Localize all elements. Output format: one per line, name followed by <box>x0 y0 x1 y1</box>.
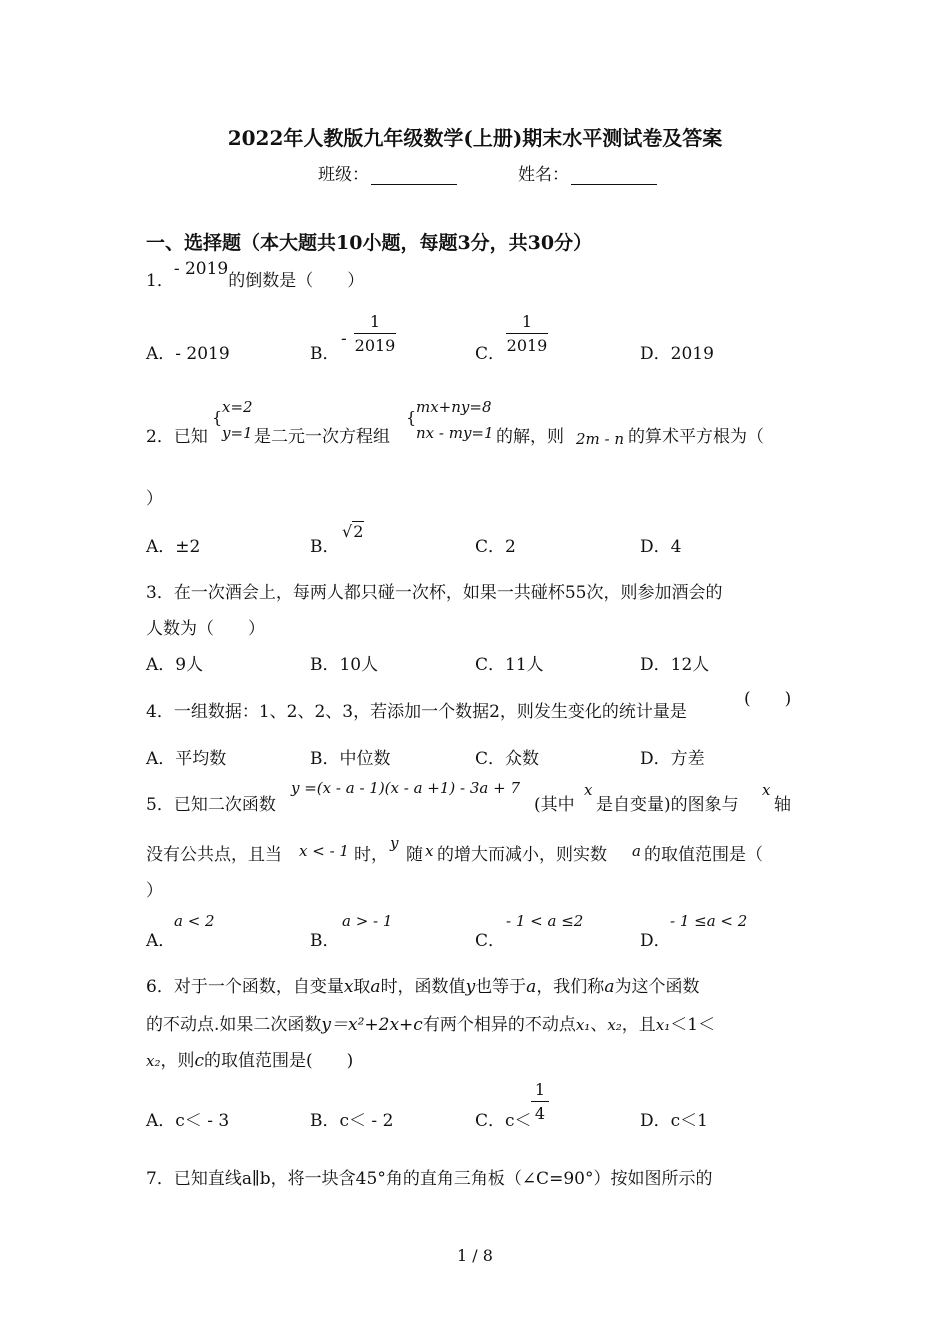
question-1-stem <box>146 259 365 291</box>
q2-continuation: ） <box>146 489 163 509</box>
class-field <box>318 160 457 185</box>
q6-var-a1: a <box>370 977 381 997</box>
q5-line2-e: 的取值范围是（ <box>644 845 763 865</box>
q1-option-c-fraction <box>506 312 548 355</box>
q6-var-c: c <box>194 1051 205 1071</box>
q1-b-fraction-bar <box>354 333 396 334</box>
q6-var-a3: a <box>604 977 615 997</box>
q4-paren: ( ) <box>744 689 792 709</box>
q3-option-a: A．9人 <box>146 655 204 675</box>
q7-line1: 7．已知直线a∥b，将一块含45°角的直角三角板（∠C=90°）按如图所示的 <box>146 1169 713 1189</box>
q3-option-d: D．12人 <box>640 655 710 675</box>
q1-option-d: D．2019 <box>640 344 714 364</box>
q6-l2-c: 、 <box>590 1015 608 1035</box>
sqrt-icon: √ <box>342 522 353 541</box>
q3-line2: 人数为（ ） <box>146 619 265 639</box>
q6-var-x1: x₁ <box>575 1016 591 1034</box>
q5-var-a: a <box>632 842 641 860</box>
q6-l1-a: 6．对于一个函数，自变量 <box>146 977 344 997</box>
q5-condition: x < - 1 <box>299 842 349 860</box>
q5-var-x1: x <box>584 781 593 799</box>
q6-l1-d: 也等于 <box>475 977 527 997</box>
q2-system2-bottom: nx - my=1 <box>416 424 494 442</box>
q2-option-a: A．±2 <box>146 537 201 557</box>
q4-option-c: C．众数 <box>475 749 540 769</box>
q1-c-numerator: 1 <box>521 312 533 331</box>
class-blank <box>371 166 457 185</box>
q2-system1-top: x=2 <box>222 398 253 416</box>
q1-b-numerator: 1 <box>369 312 381 331</box>
q3-option-c: C．11人 <box>475 655 544 675</box>
q5-option-d-prefix: D． <box>640 931 671 951</box>
q2-system1-bottom: y=1 <box>222 424 253 442</box>
q5-option-a-prefix: A． <box>146 931 176 951</box>
question-1-expr: - 2019 <box>173 259 229 279</box>
q5-line2-d: 的增大而减小，则实数 <box>437 845 607 865</box>
q6-l3-a: ，则 <box>160 1051 195 1071</box>
q5-continuation: ） <box>146 881 163 901</box>
q6-var-a2: a <box>526 977 537 997</box>
q5-option-d: - 1 ≤a < 2 <box>670 912 748 930</box>
q1-option-b-fraction <box>354 312 396 355</box>
q6-line1 <box>146 972 699 997</box>
q2-system2-top: mx+ny=8 <box>416 398 492 416</box>
q6-l1-e: ，我们称 <box>536 977 605 997</box>
q5-text2: (其中 <box>534 795 575 815</box>
q4-option-a: A．平均数 <box>146 749 227 769</box>
q1-c-denominator: 2019 <box>506 336 548 355</box>
q5-line2-a: 没有公共点，且当 <box>146 845 282 865</box>
q5-option-c: - 1 < a ≤2 <box>506 912 584 930</box>
question-1-text: 的倒数是（ ） <box>228 271 365 291</box>
q5-line2-c: 随 <box>406 845 423 865</box>
q5-option-b: a > - 1 <box>342 912 393 930</box>
q6-l2-e: ＜1＜ <box>670 1015 716 1035</box>
q2-option-c: C．2 <box>475 537 516 557</box>
page-title: 2022年人教版九年级数学(上册)期末水平测试卷及答案 <box>227 126 723 150</box>
class-label: 班级： <box>318 165 369 185</box>
q2-text3: 的算术平方根为（ <box>628 427 764 447</box>
q5-var-x3: x <box>425 842 434 860</box>
q5-text3: 是自变量)的图象与 <box>596 795 739 815</box>
q1-option-b-sign: - <box>341 329 347 349</box>
q6-option-a: A．c＜ - 3 <box>146 1111 230 1131</box>
q6-l2-b: 有两个相异的不动点 <box>422 1015 576 1035</box>
q3-line1: 3．在一次酒会上，每两人都只碰一次杯，如果一共碰杯55次，则参加酒会的 <box>146 583 723 603</box>
q6-var-x: x <box>343 977 354 997</box>
q6-l1-b: 取 <box>353 977 371 997</box>
q5-var-x2: x <box>762 781 771 799</box>
q2-intro: 2．已知 <box>146 427 208 447</box>
q5-expr: y =(x - a - 1)(x - a +1) - 3a + 7 <box>291 779 520 797</box>
q6-option-c-fraction <box>531 1080 549 1123</box>
q2-system1-brace: { <box>212 408 223 427</box>
q5-var-y: y <box>390 834 399 852</box>
q6-quadratic: y＝x²+2x+c <box>321 1015 423 1035</box>
q1-b-denominator: 2019 <box>354 336 396 355</box>
q4-text: 4．一组数据：1、2、2、3，若添加一个数据2，则发生变化的统计量是 <box>146 702 687 722</box>
q6-c-fraction-bar <box>531 1101 549 1102</box>
q2-option-b-sqrt <box>342 522 364 541</box>
q6-l2-a: 的不动点.如果二次函数 <box>146 1015 322 1035</box>
q6-l1-f: 为这个函数 <box>614 977 700 997</box>
q1-c-fraction-bar <box>506 333 548 334</box>
q2-b-radicand: 2 <box>353 522 364 541</box>
q6-line3 <box>146 1046 353 1071</box>
q6-var-x2b: x₂ <box>146 1052 161 1070</box>
q5-text1: 5．已知二次函数 <box>146 795 276 815</box>
q6-option-c-prefix: C．c＜ <box>475 1111 532 1131</box>
question-1-number: 1． <box>146 271 174 291</box>
q6-l3-b: 的取值范围是( ) <box>204 1051 354 1071</box>
name-field <box>518 160 657 185</box>
q1-option-b-prefix: B． <box>310 344 340 364</box>
q3-option-b: B．10人 <box>310 655 379 675</box>
name-blank <box>571 166 657 185</box>
q6-l2-d: ，且 <box>621 1015 656 1035</box>
q5-option-a: a < 2 <box>174 912 215 930</box>
q5-text4: 轴 <box>774 795 791 815</box>
page-number: 1 / 8 <box>457 1246 493 1265</box>
q6-line2 <box>146 1010 715 1035</box>
q6-c-denominator: 4 <box>534 1104 546 1123</box>
q2-option-b-prefix: B． <box>310 537 340 557</box>
q6-option-b: B．c＜ - 2 <box>310 1111 394 1131</box>
q2-option-d: D．4 <box>640 537 682 557</box>
q6-c-numerator: 1 <box>534 1080 546 1099</box>
q1-option-c-prefix: C． <box>475 344 506 364</box>
q2-expr: 2m - n <box>576 430 625 448</box>
q2-mid-text: 是二元一次方程组 <box>254 427 390 447</box>
q2-system2-brace: { <box>406 408 417 427</box>
q6-option-d: D．c＜1 <box>640 1111 708 1131</box>
q5-option-b-prefix: B． <box>310 931 340 951</box>
section-heading: 一、选择题（本大题共10小题，每题3分，共30分） <box>146 232 593 254</box>
q5-line2-b: 时， <box>354 845 388 865</box>
q6-var-y: y <box>465 977 476 997</box>
q2-text2: 的解，则 <box>496 427 564 447</box>
q6-var-x1b: x₁ <box>655 1016 671 1034</box>
q1-option-a: A．- 2019 <box>146 344 230 364</box>
name-label: 姓名： <box>518 165 569 185</box>
q6-var-x2: x₂ <box>607 1016 622 1034</box>
q4-option-d: D．方差 <box>640 749 705 769</box>
q4-option-b: B．中位数 <box>310 749 391 769</box>
q6-l1-c: 时，函数值 <box>380 977 466 997</box>
q5-option-c-prefix: C． <box>475 931 506 951</box>
